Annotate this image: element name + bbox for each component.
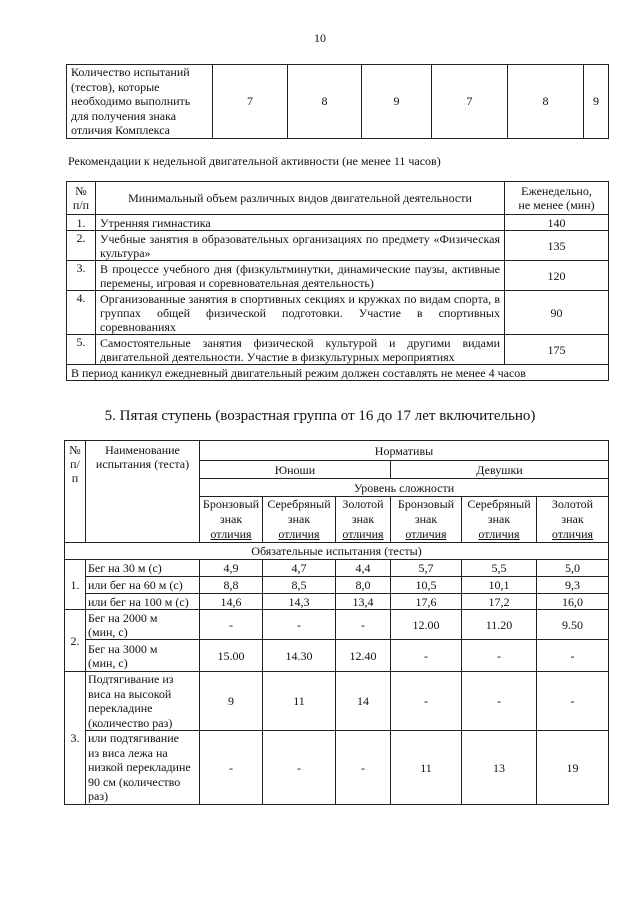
badge-gold: Золотой знак отличия [537,497,609,543]
norms-row-num: 2. [65,610,86,672]
table-row: 5. Самостоятельные занятия физической культурой и другими видами двигательной деятельности. Участие в физкультурных мероприятиях 175 [67,335,609,365]
section-title: 5. Пятая ступень (возрастная группа от 16 до 17 лет включительно) [104,408,536,424]
table-row: 4. Организованные занятия в спортивных секциях и кружках по видам спорта, в группах общей физической подготовки. Участие в спортивных соревнованиях 90 [67,291,609,335]
table-row: или бег на 60 м (с) 8,8 8,5 8,0 10,5 10,1 9,3 [65,577,609,594]
badge-silver: Серебряный знак отличия [462,497,537,543]
norms-name-header: Наименование испытания (теста) [86,441,200,543]
table-row: 2. Бег на 2000 м (мин, с) - - - 12.00 11.20 9.50 [65,610,609,640]
activity-caption: Рекомендации к недельной двигательной активности (не менее 11 часов) [68,154,441,168]
tests-count-value: 9 [584,65,609,139]
tests-count-value: 9 [362,65,432,139]
activity-weekly-header: Еженедельно, не менее (мин) [505,182,609,215]
activity-table [66,181,609,381]
tests-count-value: 8 [508,65,584,139]
level-header: Уровень сложности [200,479,609,497]
badge-silver: Серебряный знак отличия [263,497,336,543]
tests-count-value: 7 [213,65,288,139]
norms-row-num: 3. [65,672,86,805]
activity-type-header: Минимальный объем различных видов двигательной деятельности [96,182,505,215]
norms-table [64,440,609,805]
activity-num-header: № п/п [67,182,96,215]
table-row: или бег на 100 м (с) 14,6 14,3 13,4 17,6 17,2 16,0 [65,594,609,610]
girls-header: Девушки [391,461,609,479]
table-row: 3. В процессе учебного дня (физкультминутки, динамические паузы, активные перемены, игровая и соревновательная деятельность) 120 [67,261,609,291]
badge-gold: Золотой знак отличия [336,497,391,543]
table-row: или подтягивание из виса лежа на низкой перекладине 90 см (количество раз) - - - 11 13 19 [65,731,609,805]
table-row: 1. Бег на 30 м (с) 4,9 4,7 4,4 5,7 5,5 5,0 [65,560,609,577]
table-row: 1. Утренняя гимнастика 140 [67,215,609,231]
badge-bronze: Бронзовый знак отличия [391,497,462,543]
activity-footer: В период каникул ежедневный двигательный режим должен составлять не менее 4 часов [67,365,609,381]
boys-header: Юноши [200,461,391,479]
tests-count-table [66,64,609,139]
mandatory-header: Обязательные испытания (тесты) [65,543,609,560]
table-row: Бег на 3000 м (мин, с) 15.00 14.30 12.40 - - - [65,640,609,672]
table-row: 3. Подтягивание из виса на высокой перекладине (количество раз) 9 11 14 - - - [65,672,609,731]
page-number: 10 [314,31,326,45]
norms-header: Нормативы [200,441,609,461]
tests-count-value: 7 [432,65,508,139]
norms-num-header: № п/п [65,441,86,543]
badge-bronze: Бронзовый знак отличия [200,497,263,543]
tests-count-label: Количество испытаний (тестов), которые необходимо выполнить для получения знака отличия Комплекса [67,65,213,139]
norms-row-num: 1. [65,560,86,610]
tests-count-value: 8 [288,65,362,139]
table-row: 2. Учебные занятия в образовательных организациях по предмету «Физическая культура» 135 [67,231,609,261]
